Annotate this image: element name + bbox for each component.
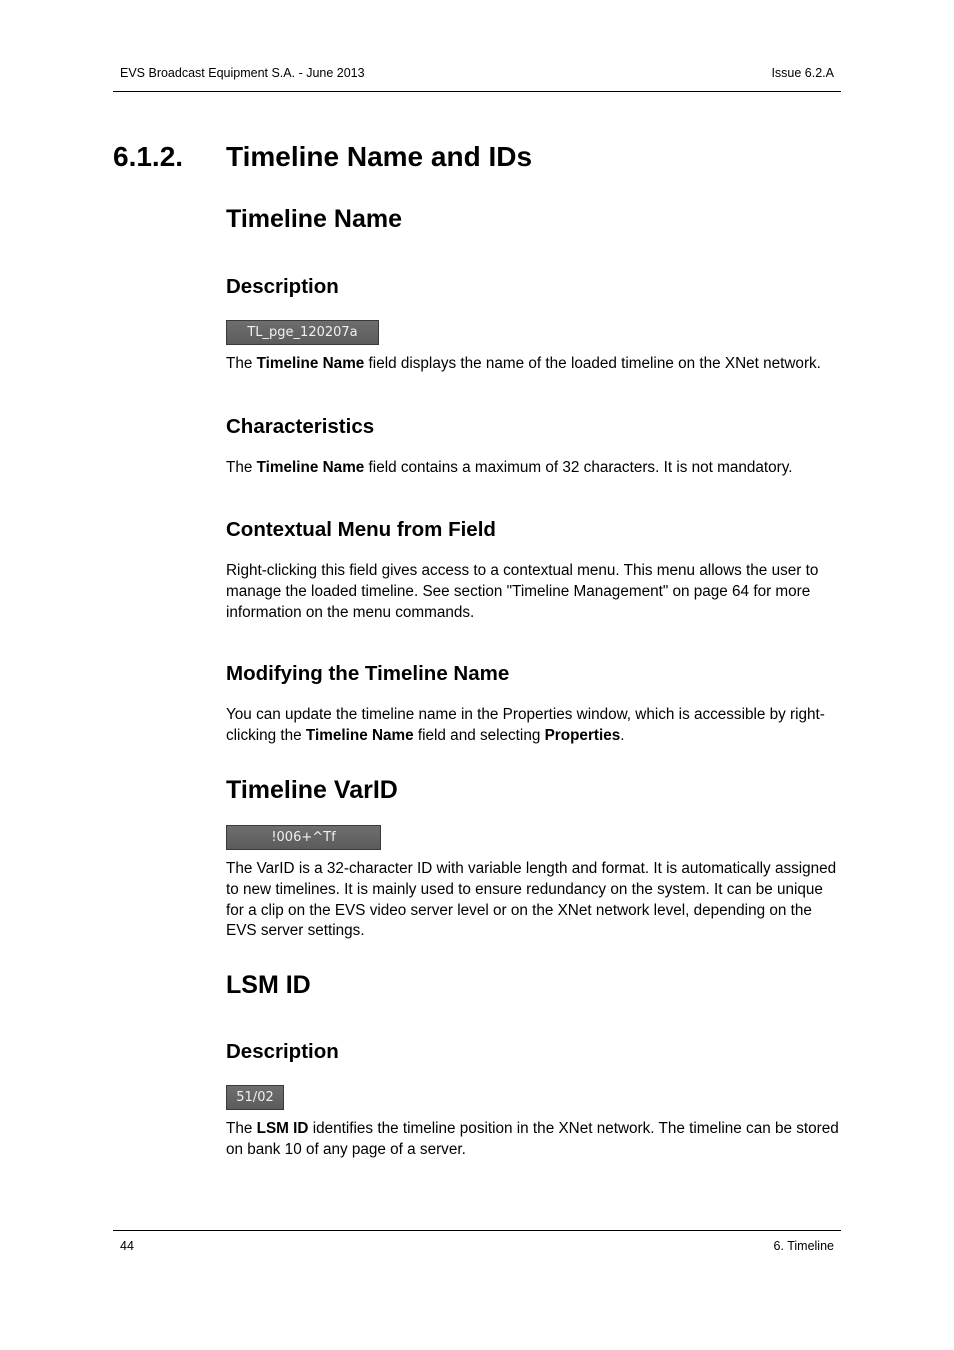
heading-modifying-timeline-name: Modifying the Timeline Name	[226, 662, 510, 685]
varid-text: The VarID is a 32-character ID with variable length and format. It is automatically assigned to new timelines. It is mainly used to ensure redundancy on the system. It can be unique for a clip on the EVS video server level or on the XNet network level, depending on the EVS server settings.	[226, 860, 837, 940]
footer-chapter: 6. Timeline	[773, 1239, 834, 1253]
section-title: Timeline Name and IDs	[226, 141, 533, 172]
heading-contextual-menu: Contextual Menu from Field	[226, 518, 496, 541]
heading-characteristics: Characteristics	[226, 415, 375, 438]
header-issue: Issue 6.2.A	[771, 66, 834, 80]
heading-lsm-description: Description	[226, 1040, 339, 1063]
page-number: 44	[120, 1239, 134, 1253]
characteristics-text: The Timeline Name field contains a maximum of 32 characters. It is not mandatory.	[226, 459, 793, 476]
lsm-id-text: The LSM ID identifies the timeline position in the XNet network. The timeline can be stored on bank 10 of any page of a server.	[226, 1120, 839, 1158]
heading-timeline-name: Timeline Name	[226, 205, 403, 233]
header-doc-info: EVS Broadcast Equipment S.A. - June 2013	[120, 66, 365, 80]
heading-timeline-varid: Timeline VarID	[226, 776, 398, 804]
timeline-name-field[interactable]: TL_pge_120207a	[226, 320, 379, 345]
heading-lsm-id: LSM ID	[226, 971, 311, 999]
page-header	[113, 66, 841, 92]
lsm-id-field[interactable]: 51/02	[226, 1085, 284, 1110]
page-footer	[113, 1230, 841, 1253]
heading-description: Description	[226, 275, 339, 298]
modifying-text: You can update the timeline name in the Properties window, which is accessible by right-clicking the Timeline Name field and selecting Properties.	[226, 706, 825, 744]
timeline-name-description-text: The Timeline Name field displays the name of the loaded timeline on the XNet network.	[226, 355, 821, 372]
varid-field[interactable]: !006+^Tf	[226, 825, 381, 850]
section-number: 6.1.2.	[113, 141, 184, 172]
contextual-menu-text: Right-clicking this field gives access to a contextual menu. This menu allows the user to manage the loaded timeline. See section "Timeline Management" on page 64 for more information on the menu commands.	[226, 562, 819, 621]
